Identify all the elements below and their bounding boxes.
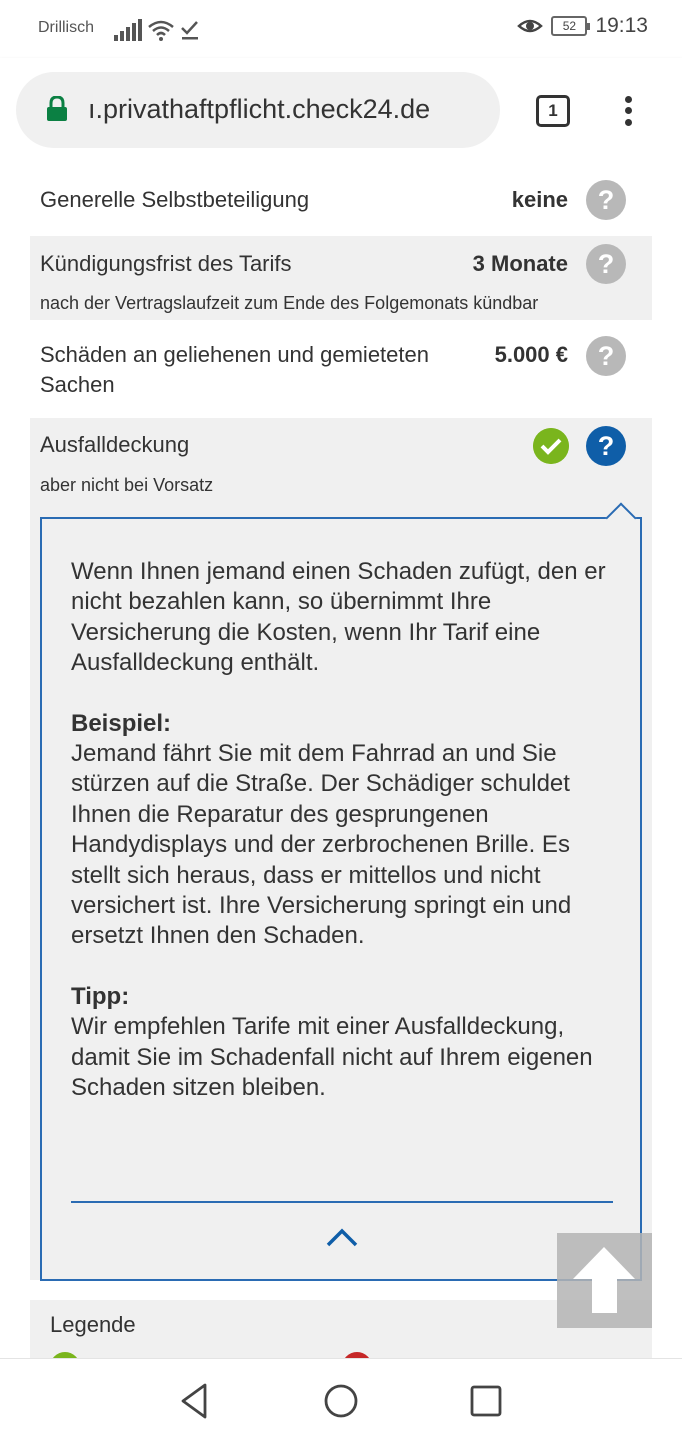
- lock-icon: [46, 96, 68, 122]
- row-selbstbeteiligung: [30, 164, 652, 236]
- tooltip-intro: Wenn Ihnen jemand einen Schaden zufügt, den er nicht bezahlen kann, so übernimmt Ihre Versicherung die Kosten, wenn Ihr Tarif eine Ausfalldeckung enthält.: [71, 558, 606, 677]
- help-icon-active[interactable]: ?: [586, 426, 626, 466]
- example-heading: Beispiel:: [71, 709, 172, 737]
- legend-title: Legende: [50, 1312, 136, 1337]
- clock: 19:13: [595, 14, 648, 37]
- example-text: Jemand fährt Sie mit dem Fahrrad an und Sie stürzen auf die Straße. Der Schädiger schuldet Ihnen die Reparatur des gesprungenen Handydisplays und der zerbrochenen Brille. Es stellt sich heraus, dass er mittellos und nicht versichert ist. Ihre Versicherung springt ein und ersetzt Ihnen den Schaden.: [71, 740, 572, 950]
- row-label: Generelle Selbstbeteiligung: [40, 187, 310, 212]
- arrow-up-icon: [557, 1233, 652, 1328]
- row-label: Schäden an geliehenen und gemieteten: [40, 342, 429, 367]
- menu-icon[interactable]: [618, 94, 642, 128]
- row-geliehene-sachen: [30, 320, 652, 418]
- browser-toolbar: [0, 58, 682, 164]
- tariff-details: [0, 164, 682, 1358]
- row-label-cont: Sachen: [40, 372, 115, 397]
- tooltip-divider: [71, 1201, 613, 1203]
- check-icon: [533, 428, 569, 464]
- eye-comfort-icon: [517, 16, 543, 36]
- tip-heading: Tipp:: [71, 982, 130, 1010]
- help-tooltip: [40, 517, 642, 1281]
- status-bar: [0, 0, 682, 58]
- row-value: 3 Monate: [472, 251, 568, 276]
- row-label: Kündigungsfrist des Tarifs: [40, 251, 292, 276]
- recents-icon[interactable]: [466, 1381, 506, 1421]
- chevron-up-icon[interactable]: [324, 1225, 360, 1249]
- home-icon[interactable]: [321, 1381, 361, 1421]
- row-label: Ausfalldeckung: [40, 432, 190, 457]
- signal-icons: [114, 15, 200, 41]
- url-text[interactable]: ı.privathaftpflicht.check24.de: [88, 94, 431, 124]
- tooltip-body: [71, 557, 616, 1104]
- back-icon[interactable]: [175, 1381, 215, 1421]
- signal-strength-icon: [114, 19, 142, 41]
- row-subtext: nach der Vertragslaufzeit zum Ende des Folgemonats kündbar: [40, 293, 539, 313]
- scroll-to-top-button[interactable]: [557, 1233, 652, 1328]
- address-bar[interactable]: [16, 72, 500, 148]
- row-value: 5.000 €: [494, 342, 568, 367]
- row-subtext: aber nicht bei Vorsatz: [40, 475, 214, 495]
- help-icon[interactable]: ?: [586, 244, 626, 284]
- status-right: [517, 14, 648, 38]
- tab-switcher-button[interactable]: 1: [536, 95, 570, 127]
- system-nav-bar: [0, 1358, 682, 1440]
- help-icon[interactable]: ?: [586, 336, 626, 376]
- help-icon[interactable]: ?: [586, 180, 626, 220]
- download-done-icon: [180, 19, 200, 41]
- tip-text: Wir empfehlen Tarife mit einer Ausfalldeckung, damit Sie im Schadenfall nicht auf Ihrem eigenen Schaden sitzen bleiben.: [71, 1013, 593, 1102]
- row-value: keine: [511, 187, 568, 212]
- carrier-name: Drillisch: [38, 19, 94, 36]
- wifi-icon: [148, 19, 174, 41]
- battery-indicator: 52: [551, 16, 587, 36]
- row-kuendigungsfrist: [30, 236, 652, 320]
